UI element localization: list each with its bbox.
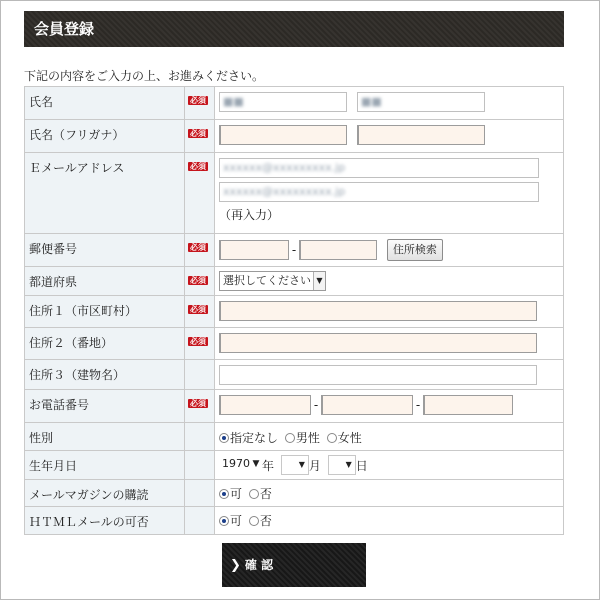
html-mail-no-label: 否 (259, 514, 272, 528)
intro-text: 下記の内容をご入力の上、お進みください。 (24, 69, 265, 83)
chevron-down-icon: ▼ (296, 456, 308, 474)
gender-male-label: 男性 (295, 431, 320, 445)
phone-label: お電話番号 (25, 390, 185, 423)
required-badge: 必須 (190, 399, 206, 408)
prefecture-select[interactable]: 選択してください ▼ (219, 271, 326, 291)
html-mail-yes-radio[interactable] (219, 516, 229, 526)
name-label: 氏名 (25, 87, 185, 120)
phone-second-input[interactable] (321, 395, 413, 415)
month-unit: 月 (308, 458, 321, 473)
row-email (25, 153, 564, 234)
birthdate-label: 生年月日 (25, 451, 185, 480)
page-title: 会員登録 (24, 11, 564, 47)
zip-second-input[interactable] (299, 240, 377, 260)
row-kana (25, 120, 564, 153)
magazine-label: メールマガジンの購読 (25, 480, 185, 507)
address2-input[interactable] (219, 333, 537, 353)
row-phone (25, 390, 564, 423)
magazine-no-label: 否 (259, 487, 272, 501)
row-magazine (25, 480, 564, 507)
row-html-mail (25, 507, 564, 535)
email-confirm-input[interactable]: xxxxxx@xxxxxxxxx.jp (219, 182, 539, 202)
phone-separator: - (415, 398, 421, 412)
magazine-yes-label: 可 (230, 487, 243, 501)
html-mail-yes-label: 可 (230, 514, 243, 528)
html-mail-label: ＨＴＭＬメールの可否 (25, 507, 185, 535)
row-address2 (25, 328, 564, 360)
year-unit: 年 (262, 458, 275, 473)
phone-first-input[interactable] (219, 395, 311, 415)
last-name-input[interactable]: ■■ (219, 92, 347, 112)
required-badge: 必須 (190, 96, 206, 105)
birth-day-select[interactable] (328, 455, 356, 475)
required-badge: 必須 (190, 162, 206, 171)
chevron-down-icon: ▼ (252, 459, 260, 469)
birth-year-select[interactable]: 1970 ▼ (219, 455, 262, 475)
row-zip (25, 234, 564, 267)
required-badge: 必須 (190, 305, 206, 314)
email-label: Ｅメールアドレス (25, 153, 185, 234)
address3-input[interactable] (219, 365, 537, 385)
prefecture-label: 都道府県 (25, 267, 185, 296)
address-search-button[interactable]: 住所検索 (387, 239, 443, 261)
row-address1 (25, 296, 564, 328)
magazine-yes-radio[interactable] (219, 489, 229, 499)
required-badge: 必須 (190, 243, 206, 252)
row-name (25, 87, 564, 120)
gender-female-label: 女性 (337, 431, 362, 445)
address1-label: 住所１（市区町村） (25, 296, 185, 328)
day-unit: 日 (355, 458, 368, 473)
row-birthdate (25, 451, 564, 480)
magazine-no-radio[interactable] (249, 489, 259, 499)
email-confirm-note: （再入力） (219, 208, 280, 222)
email-input[interactable]: xxxxxx@xxxxxxxxx.jp (219, 158, 539, 178)
confirm-button[interactable] (222, 543, 366, 587)
row-prefecture (25, 267, 564, 296)
first-name-kana-input[interactable] (357, 125, 485, 145)
kana-label: 氏名（フリガナ） (25, 120, 185, 153)
html-mail-no-radio[interactable] (249, 516, 259, 526)
chevron-right-icon: ❯ (230, 558, 241, 573)
birth-month-select[interactable] (281, 455, 309, 475)
gender-female-radio[interactable] (327, 433, 337, 443)
row-address3 (25, 360, 564, 390)
address2-label: 住所２（番地） (25, 328, 185, 360)
gender-unspecified-label: 指定なし (230, 431, 279, 445)
row-gender (25, 423, 564, 451)
required-badge: 必須 (190, 276, 206, 285)
gender-male-radio[interactable] (285, 433, 295, 443)
registration-form (24, 86, 564, 535)
phone-separator: - (313, 398, 319, 412)
zip-separator: - (291, 243, 297, 257)
first-name-input[interactable]: ■■ (357, 92, 485, 112)
chevron-down-icon: ▼ (313, 272, 325, 290)
last-name-kana-input[interactable] (219, 125, 347, 145)
required-badge: 必須 (190, 337, 206, 346)
address1-input[interactable] (219, 301, 537, 321)
gender-unspecified-radio[interactable] (219, 433, 229, 443)
chevron-down-icon: ▼ (343, 456, 355, 474)
zip-label: 郵便番号 (25, 234, 185, 267)
gender-label: 性別 (25, 423, 185, 451)
required-badge: 必須 (190, 129, 206, 138)
address3-label: 住所３（建物名） (25, 360, 185, 390)
zip-first-input[interactable] (219, 240, 289, 260)
phone-third-input[interactable] (423, 395, 513, 415)
confirm-button-label: 確 認 (244, 558, 274, 572)
